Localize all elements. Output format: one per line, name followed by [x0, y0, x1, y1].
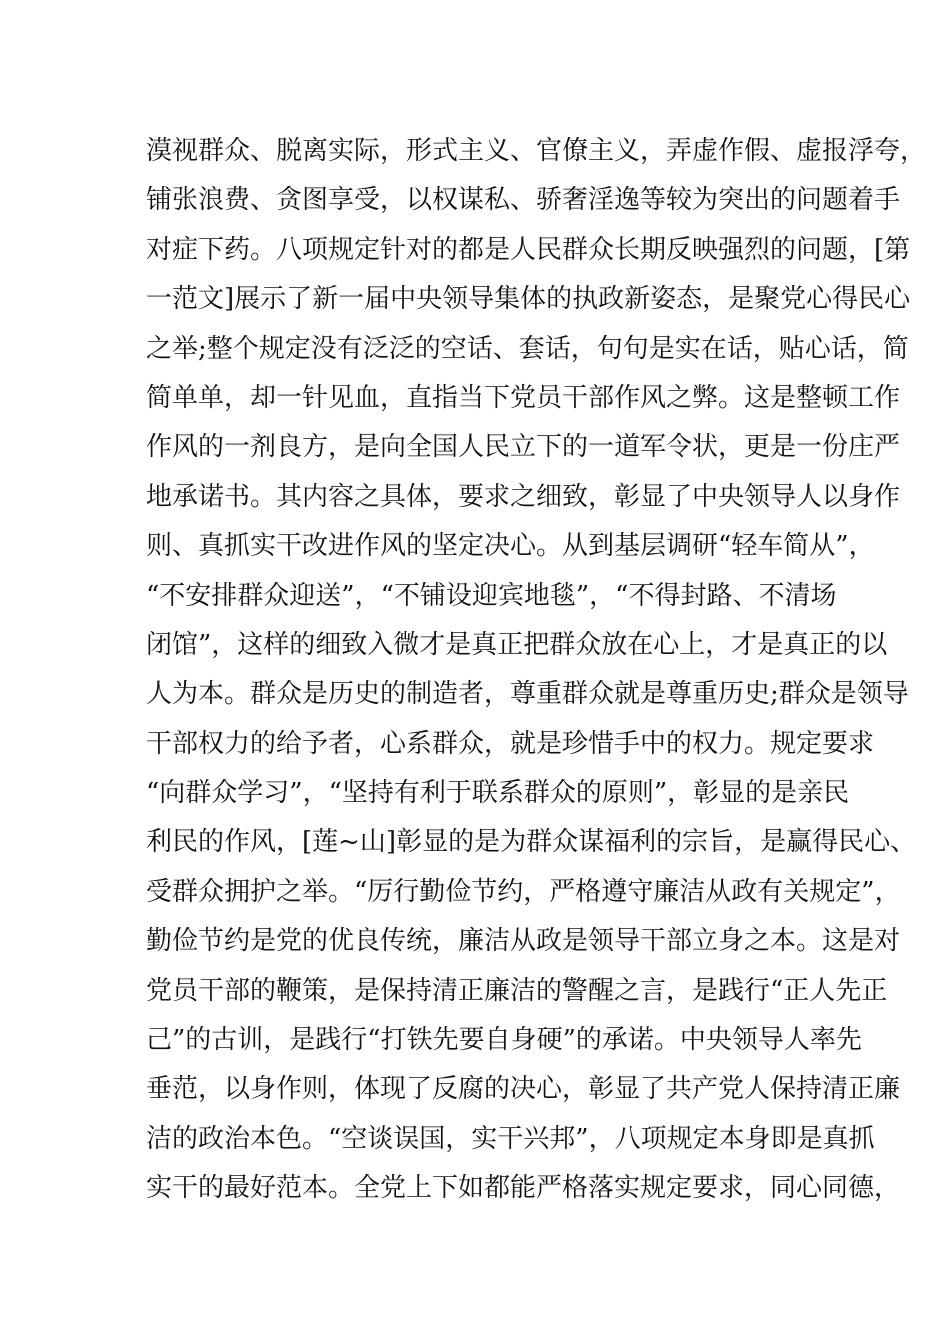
text-line: “不安排群众迎送”，“不铺设迎宾地毯”，“不得封路、不清场 — [146, 580, 837, 611]
text-line: 人为本。群众是历史的制造者，尊重群众就是尊重历史;群众是领导 — [146, 679, 909, 710]
text-line: 对症下药。八项规定针对的都是人民群众长期反映强烈的问题，[第 — [146, 234, 911, 265]
text-line: 实干的最好范本。全党上下如都能严格落实规定要求，同心同德， — [146, 1173, 901, 1204]
body-text — [146, 127, 927, 1214]
text-line: 一范文]展示了新一届中央领导集体的执政新姿态，是聚党心得民心 — [146, 284, 911, 315]
text-line: 闭馆”，这样的细致入微才是真正把群众放在心上，才是真正的以 — [146, 629, 888, 660]
text-line: 党员干部的鞭策，是保持清正廉洁的警醒之言，是践行“正人先正 — [146, 975, 888, 1006]
text-line: 作风的一剂良方，是向全国人民立下的一道军令状，更是一份庄严 — [146, 432, 901, 463]
text-line: 己”的古训，是践行“打铁先要自身硬”的承诺。中央领导人率先 — [146, 1025, 862, 1056]
text-line: 之举;整个规定没有泛泛的空话、套话，句句是实在话，贴心话，简 — [146, 333, 909, 364]
text-line: “向群众学习”，“坚持有利于联系群众的原则”，彰显的是亲民 — [146, 778, 850, 809]
text-line: 则、真抓实干改进作风的坚定决心。从到基层调研“轻车简从”， — [146, 531, 875, 562]
text-line: 漠视群众、脱离实际，形式主义、官僚主义，弄虚作假、虚报浮夸， — [146, 136, 927, 166]
text-line: 简单单，却一针见血，直指当下党员干部作风之弊。这是整顿工作 — [146, 382, 901, 413]
text-line: 干部权力的给予者，心系群众，就是珍惜手中的权力。规定要求 — [146, 728, 875, 759]
text-line: 地承诺书。其内容之具体，要求之细致，彰显了中央领导人以身作 — [146, 481, 901, 512]
text-line: 利民的作风，[莲~山]彰显的是为群众谋福利的宗旨，是赢得民心、 — [146, 827, 917, 858]
text-line: 铺张浪费、贪图享受，以权谋私、骄奢淫逸等较为突出的问题着手 — [146, 185, 901, 216]
text-line: 受群众拥护之举。“厉行勤俭节约，严格遵守廉洁从政有关规定”， — [146, 876, 901, 907]
text-line: 垂范，以身作则，体现了反腐的决心，彰显了共产党人保持清正廉 — [146, 1074, 901, 1105]
text-line: 洁的政治本色。“空谈误国，实干兴邦”，八项规定本身即是真抓 — [146, 1123, 875, 1154]
text-line: 勤俭节约是党的优良传统，廉洁从政是领导干部立身之本。这是对 — [146, 926, 901, 957]
